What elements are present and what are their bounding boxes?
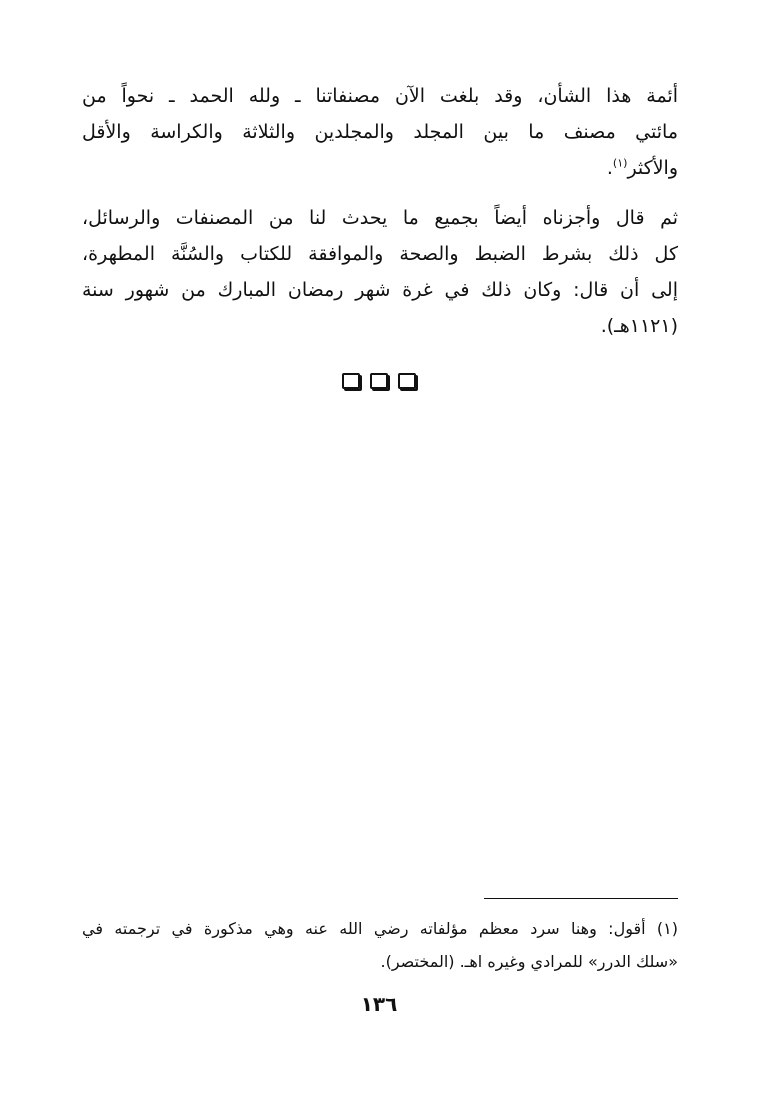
- page-number: ١٣٦: [360, 992, 398, 1016]
- footnote-line-2: «سلك الدرر» للمرادي وغيره اهـ. (المختصر).: [380, 952, 678, 971]
- paragraph-1-line-3: [82, 150, 678, 186]
- section-divider-ornament: [342, 373, 416, 393]
- paragraph-2: [82, 200, 678, 344]
- paragraph-1-line-3-end: .: [606, 157, 613, 179]
- footnote-separator: [484, 898, 678, 899]
- ornament-box-icon: [370, 373, 388, 389]
- footnote: [82, 912, 678, 978]
- paragraph-1: [82, 78, 678, 186]
- ornament-box-icon: [398, 373, 416, 389]
- ornament-box-icon: [342, 373, 360, 389]
- paragraph-1-line-2: مائتي مصنف ما بين المجلد والمجلدين والثلاثة والكراسة والأقل: [82, 121, 678, 143]
- paragraph-1-line-1: أئمة هذا الشأن، وقد بلغت الآن مصنفاتنا ـ ولله الحمد ـ نحواً من: [82, 85, 678, 107]
- paragraph-2-line-4: (١١٢١هـ).: [600, 315, 678, 337]
- paragraph-1-line-3-text: والأكثر: [627, 157, 678, 179]
- paragraph-2-line-2: كل ذلك بشرط الضبط والصحة والموافقة للكتاب والسُنَّة المطهرة،: [82, 243, 678, 265]
- paragraph-2-line-3: إلى أن قال: وكان ذلك في غرة شهر رمضان المبارك من شهور سنة: [82, 279, 678, 301]
- paragraph-2-line-1: ثم قال وأجزناه أيضاً بجميع ما يحدث لنا من المصنفات والرسائل،: [82, 207, 678, 229]
- footnote-line-1: (١) أقول: وهنا سرد معظم مؤلفاته رضي الله عنه وهي مذكورة في ترجمته في: [82, 919, 678, 938]
- footnote-reference: (١): [612, 156, 628, 170]
